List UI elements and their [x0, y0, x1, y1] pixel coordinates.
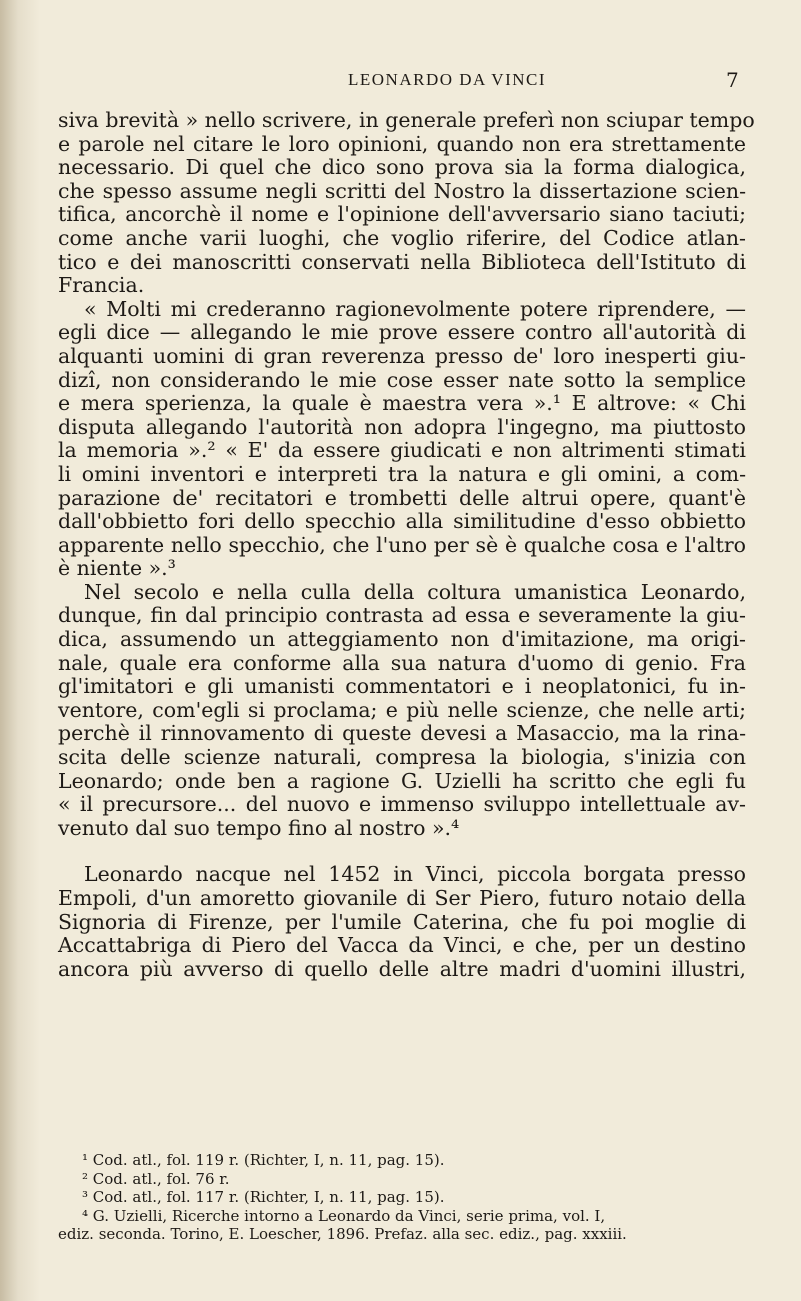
footnote: ² Cod. atl., fol. 76 r. [82, 1169, 230, 1188]
text-line: egli dice — allegando le mie prove essere contro all'autorità di [58, 320, 746, 345]
footnote: ⁴ G. Uzielli, Ricerche intorno a Leonardo da Vinci, serie prima, vol. I, [82, 1206, 606, 1225]
text-line: gl'imitatori e gli umanisti commentatori e i neoplatonici, fu in- [58, 674, 746, 699]
text-line: tifica, ancorchè il nome e l'opinione dell'avversario siano taciuti; [58, 202, 746, 227]
text-line: Leonardo nacque nel 1452 in Vinci, piccola borgata presso [84, 862, 746, 887]
text-line: la memoria ».² « E' da essere giudicati e non altrimenti stimati [58, 438, 746, 463]
text-line: « Molti mi crederanno ragionevolmente potere riprendere, — [84, 296, 746, 321]
text-line: li omini inventori e interpreti tra la natura e gli omini, a com- [58, 461, 746, 486]
text-line: apparente nello specchio, che l'uno per sè è qualche cosa e l'altro [58, 532, 746, 557]
text-line: Accattabriga di Piero del Vacca da Vinci, e che, per un destino [58, 933, 746, 958]
text-line: che spesso assume negli scritti del Nostro la dissertazione scien- [58, 178, 746, 203]
body-text [58, 108, 755, 981]
text-line: scita delle scienze naturali, compresa la biologia, s'inizia con [58, 745, 746, 770]
text-line: Empoli, d'un amoretto giovanile di Ser Piero, futuro notaio della [58, 886, 746, 910]
text-line: disputa allegando l'autorità non adopra l'ingegno, ma piuttosto [58, 414, 746, 439]
text-line: è niente ».³ [58, 556, 176, 581]
text-line: ancora più avverso di quello delle altre madri d'uomini illustri, [58, 956, 746, 981]
text-line: Francia. [58, 273, 145, 298]
text-line: Signoria di Firenze, per l'umile Caterina, che fu poi moglie di [58, 909, 746, 934]
text-line: parazione de' recitatori e trombetti delle altrui opere, quant'è [58, 485, 746, 510]
page-header [0, 70, 801, 94]
text-line: e mera sperienza, la quale è maestra vera ».¹ E altrove: « Chi [58, 391, 746, 416]
text-line: e parole nel citare le loro opinioni, quando non era strettamente [58, 131, 746, 156]
text-line: dizî, non considerando le mie cose esser nate sotto la semplice [58, 367, 746, 392]
text-line: siva brevità » nello scrivere, in generale preferì non sciupar tempo [58, 108, 755, 132]
text-line: perchè il rinnovamento di queste devesi a Masaccio, ma la rina- [58, 721, 746, 746]
text-line: dica, assumendo un atteggiamento non d'imitazione, ma origi- [58, 627, 746, 652]
text-line: ventore, com'egli si proclama; e più nelle scienze, che nelle arti; [58, 697, 746, 722]
text-line: Leonardo; onde ben a ragione G. Uzielli ha scritto che egli fu [58, 768, 746, 793]
text-line: tico e dei manoscritti conservati nella Biblioteca dell'Istituto di [58, 249, 746, 274]
running-title: LEONARDO DA VINCI [348, 70, 547, 89]
text-line: « il precursore... del nuovo e immenso sviluppo intellettuale av- [58, 792, 746, 817]
footnote: ³ Cod. atl., fol. 117 r. (Richter, I, n. 11, pag. 15). [82, 1188, 445, 1207]
text-line: alquanti uomini di gran reverenza presso de' loro inesperti giu- [58, 343, 746, 368]
text-line: dall'obbietto fori dello specchio alla similitudine d'esso obbietto [58, 509, 746, 534]
footnotes [58, 1151, 748, 1244]
text-line: venuto dal suo tempo fino al nostro ».⁴ [58, 815, 460, 840]
text-line: dunque, fin dal principio contrasta ad essa e severamente la giu- [58, 603, 746, 628]
text-line: necessario. Di quel che dico sono prova sia la forma dialogica, [58, 155, 746, 180]
text-line: nale, quale era conforme alla sua natura d'uomo di genio. Fra [58, 650, 746, 675]
footnote: ¹ Cod. atl., fol. 119 r. (Richter, I, n. 11, pag. 15). [82, 1151, 445, 1169]
paragraph-gap [58, 840, 746, 863]
text-line: come anche varii luoghi, che voglio riferire, del Codice atlan- [58, 225, 746, 250]
footnote: ediz. seconda. Torino, E. Loescher, 1896. Prefaz. alla sec. ediz., pag. xxxiii. [58, 1225, 627, 1244]
page-number: 7 [726, 68, 739, 92]
text-line: Nel secolo e nella culla della coltura umanistica Leonardo, [84, 579, 746, 604]
